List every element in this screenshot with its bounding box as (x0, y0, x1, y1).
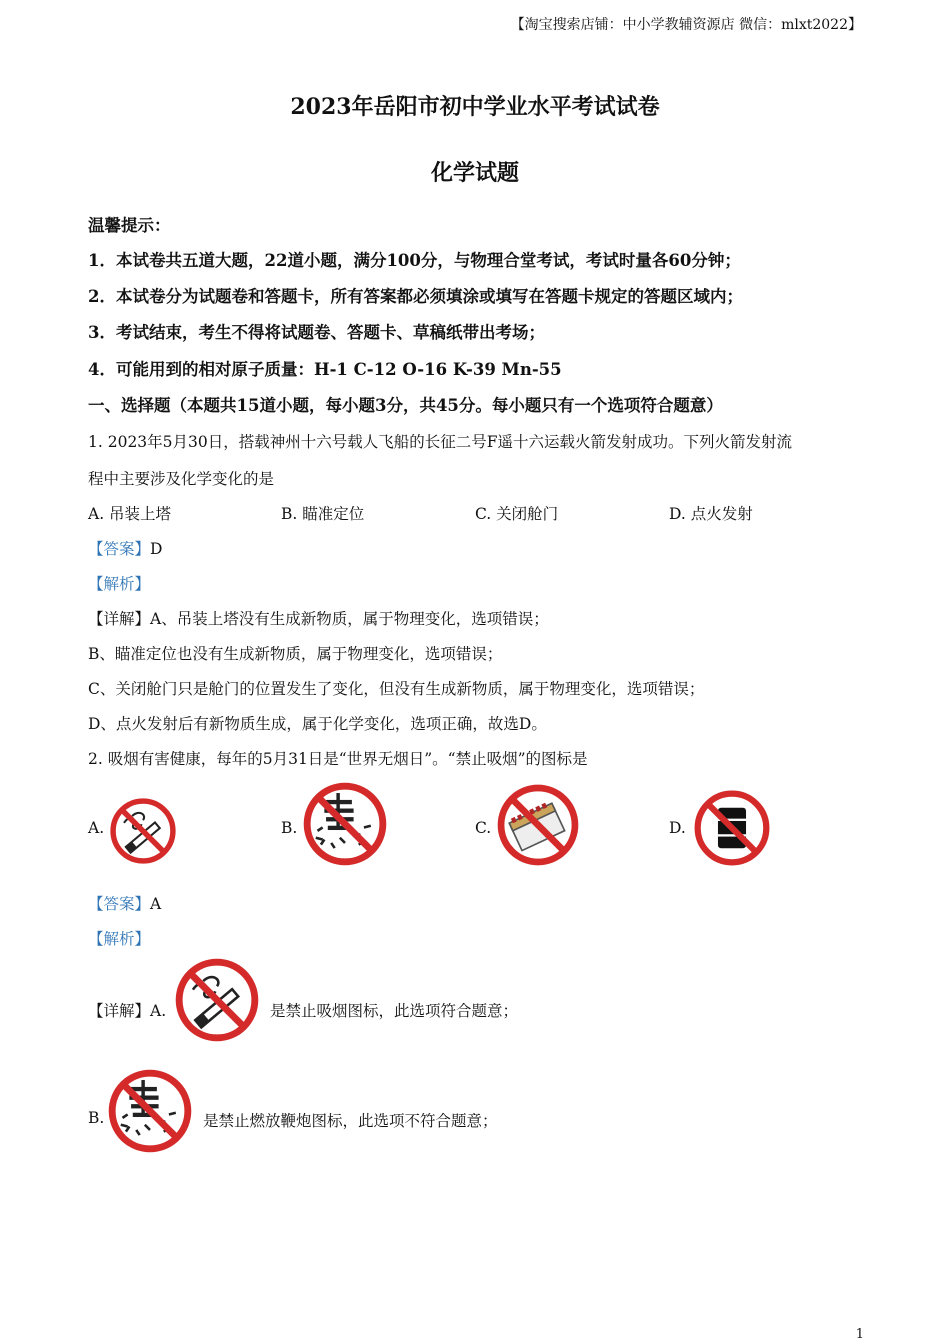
answer-label: 【答案】 (88, 540, 151, 558)
detail-label: 【详解】 (88, 1002, 151, 1020)
q1-detail-a (88, 607, 549, 629)
q2-option-c-label: C. (475, 819, 492, 837)
page-title: 2023年岳阳市初中学业水平考试试卷 (290, 94, 660, 120)
q2-detail-b-text: 是禁止燃放鞭炮图标，此选项不符合题意； (203, 1112, 498, 1130)
page-subtitle: 化学试题 (430, 160, 519, 186)
no-smoking-icon (106, 797, 180, 865)
q1-detail-c: C、关闭舱门只是舱门的位置发生了变化，但没有生成新物质，属于物理变化，选项错误； (88, 680, 705, 698)
no-fireworks-icon (302, 781, 388, 867)
q1-detail-b: B、瞄准定位也没有生成新物质，属于物理变化，选项错误； (88, 645, 503, 663)
no-fireworks-icon (107, 1068, 193, 1154)
tip-item: 2．本试卷分为试题卷和答题卡，所有答案都必须填涂或填写在答题卡规定的答题区域内； (88, 287, 743, 306)
no-matches-icon (496, 783, 580, 867)
q1-option-b: B. 瞄准定位 (281, 505, 365, 523)
header-note: 【淘宝搜索店铺：中小学教辅资源店 微信：mlxt2022】 (510, 17, 862, 33)
answer-value: D (150, 540, 163, 558)
q1-answer (88, 537, 162, 559)
q2-option-b-label: B. (281, 819, 298, 837)
q2-detail-a-text: 是禁止吸烟图标，此选项符合题意； (270, 1002, 519, 1020)
q1-option-d: D. 点火发射 (669, 505, 753, 523)
q1-option-c: C. 关闭舱门 (475, 505, 559, 523)
q2-analysis-label: 【解析】 (88, 930, 151, 948)
answer-value: A (150, 895, 162, 913)
q2-answer (88, 892, 161, 914)
tip-item: 4．可能用到的相对原子质量：H-1 C-12 O-16 K-39 Mn-55 (88, 360, 562, 379)
section-heading: 一、选择题（本题共15道小题，每小题3分，共45分。每小题只有一个选项符合题意） (88, 396, 723, 415)
tip-item: 3．考试结束，考生不得将试题卷、答题卡、草稿纸带出考场； (88, 323, 545, 342)
no-oil-drum-icon (692, 789, 772, 867)
page-number: 1 (855, 1327, 864, 1342)
detail-option: A. (150, 1002, 167, 1020)
q2-detail-b-prefix: B. (88, 1109, 105, 1127)
q2-option-a-label: A. (88, 819, 105, 837)
q2-detail-a-prefix (88, 999, 166, 1021)
q2-option-d-label: D. (669, 819, 686, 837)
tips-heading: 温馨提示： (88, 216, 171, 235)
detail-text: A、吊装上塔没有生成新物质，属于物理变化，选项错误； (150, 610, 549, 628)
question-1-stem: 1. 2023年5月30日，搭载神州十六号载人飞船的长征二号F遥十六运载火箭发射成功。下列火箭发射流 (88, 433, 793, 451)
no-smoking-icon (174, 957, 260, 1043)
q1-analysis-label: 【解析】 (88, 575, 151, 593)
q1-option-a: A. 吊装上塔 (88, 505, 172, 523)
tip-item: 1．本试卷共五道大题，22道小题，满分100分，与物理合堂考试，考试时量各60分钟； (88, 251, 741, 270)
q1-detail-d: D、点火发射后有新物质生成，属于化学变化，选项正确，故选D。 (88, 715, 547, 733)
detail-label: 【详解】 (88, 610, 151, 628)
answer-label: 【答案】 (88, 895, 151, 913)
question-2-stem: 2. 吸烟有害健康，每年的5月31日是“世界无烟日”。“禁止吸烟”的图标是 (88, 750, 588, 768)
question-1-stem-cont: 程中主要涉及化学变化的是 (88, 470, 275, 488)
